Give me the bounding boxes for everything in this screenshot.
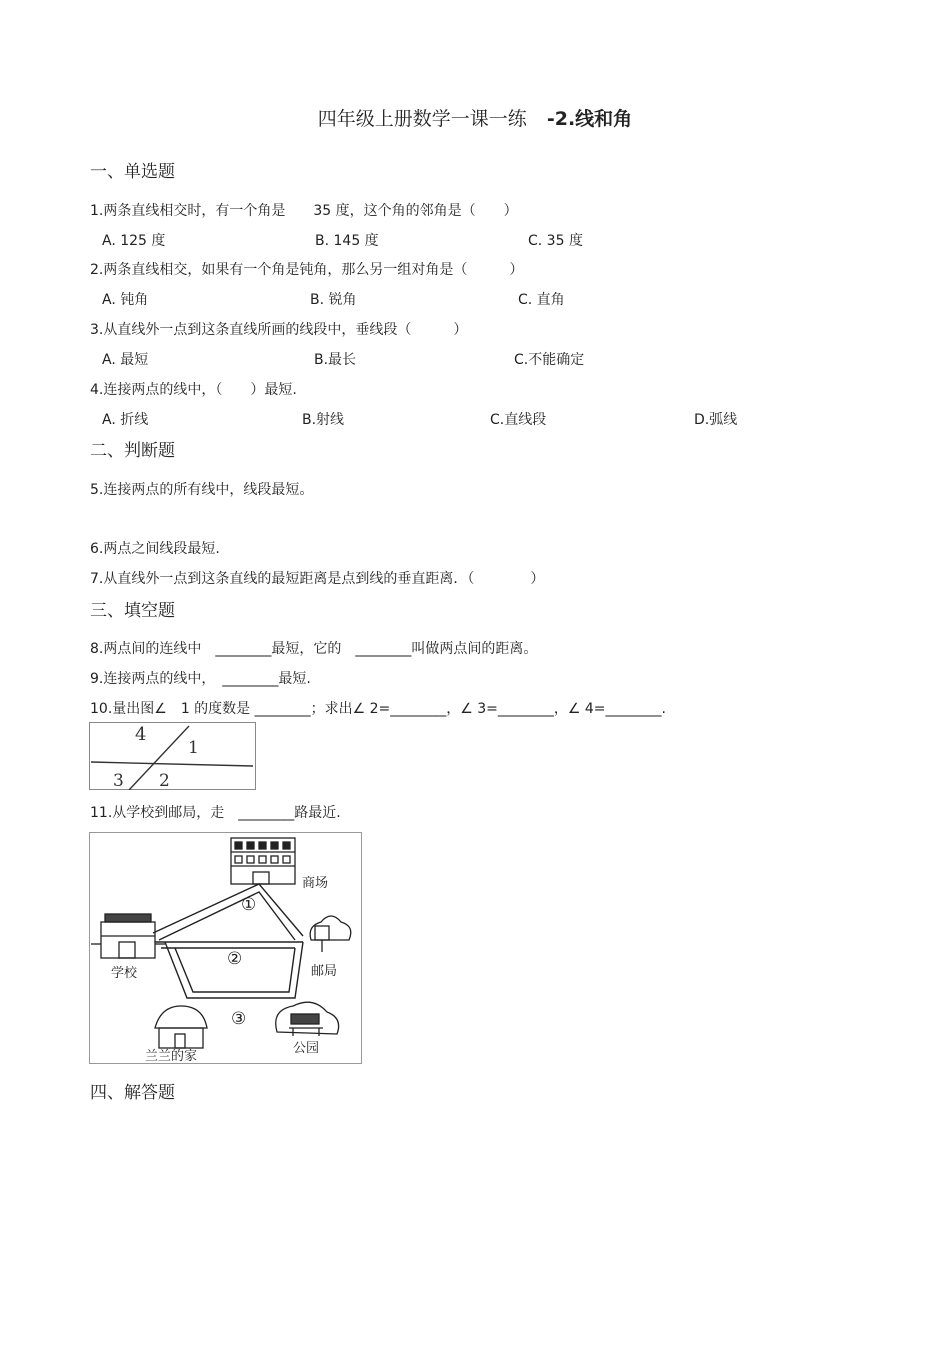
section-heading-fill-blank: 三、填空题 <box>90 601 175 621</box>
question-5: 5.连接两点的所有线中，线段最短。 <box>90 482 314 498</box>
q4-option-d: D.弧线 <box>694 412 738 428</box>
angle-label-3: 3 <box>113 771 124 790</box>
q4-option-a: A. 折线 <box>102 412 149 428</box>
q2-option-c: C. 直角 <box>518 292 565 308</box>
route-label-1: ① <box>241 895 257 915</box>
label-school: 学校 <box>111 966 138 981</box>
angle-label-1: 1 <box>188 738 199 758</box>
q1-option-b: B. 145 度 <box>315 233 379 249</box>
q4-option-b: B.射线 <box>302 412 345 428</box>
angle-figure-svg <box>89 722 256 790</box>
q3-option-a: A. 最短 <box>102 352 149 368</box>
q3-option-c: C.不能确定 <box>514 352 585 368</box>
question-4: 4.连接两点的线中，（ ）最短. <box>90 382 297 398</box>
title-suffix: -2.线和角 <box>546 108 633 130</box>
label-mall: 商场 <box>302 876 329 891</box>
q2-option-a: A. 钝角 <box>102 292 149 308</box>
home-house-icon <box>155 1006 207 1048</box>
road-network <box>153 884 303 998</box>
section-heading-single-choice: 一、单选题 <box>90 162 175 182</box>
question-7: 7.从直线外一点到这条直线的最短距离是点到线的垂直距离．（ ） <box>90 571 545 587</box>
school-building-icon <box>91 914 165 958</box>
route-label-2: ② <box>227 949 243 969</box>
question-6: 6.两点之间线段最短. <box>90 541 220 557</box>
question-2: 2.两条直线相交，如果有一个角是钝角，那么另一组对角是（ ） <box>90 262 524 278</box>
question-3: 3.从直线外一点到这条直线所画的线段中，垂线段（ ） <box>90 322 468 338</box>
mall-building-icon <box>231 838 295 884</box>
label-park: 公园 <box>293 1041 320 1056</box>
question-11: 11.从学校到邮局，走 ________路最近. <box>90 805 341 821</box>
route-1-path <box>153 884 303 936</box>
horizontal-line <box>91 762 253 766</box>
q1-option-a: A. 125 度 <box>102 233 166 249</box>
question-1: 1.两条直线相交时，有一个角是 35 度，这个角的邻角是（ ） <box>90 203 518 219</box>
route-label-3: ③ <box>231 1009 247 1029</box>
question-8: 8.两点间的连线中 ________最短，它的 ________叫做两点间的距离。 <box>90 641 538 657</box>
route-map-figure <box>89 832 362 1064</box>
angle-label-2: 2 <box>159 771 170 790</box>
section-heading-true-false: 二、判断题 <box>90 441 175 461</box>
label-post-office: 邮局 <box>311 964 338 979</box>
q4-option-c: C.直线段 <box>490 412 547 428</box>
label-home: 兰兰的家 <box>145 1049 198 1064</box>
angle-label-4: 4 <box>135 724 147 745</box>
q1-option-c: C. 35 度 <box>528 233 583 249</box>
title-main: 四年级上册数学一课一练 <box>317 108 527 130</box>
park-bench-icon <box>276 1002 339 1036</box>
q3-option-b: B.最长 <box>314 352 357 368</box>
question-10: 10.量出图∠ 1 的度数是 ________；求出∠ 2=________，∠ 3=________，∠ 4=________. <box>90 701 666 717</box>
angle-figure <box>89 722 256 790</box>
page-title <box>0 104 950 131</box>
question-9: 9.连接两点的线中， ________最短. <box>90 671 311 687</box>
post-office-icon <box>310 916 351 952</box>
route-map-svg <box>89 832 362 1064</box>
section-heading-solution: 四、解答题 <box>90 1083 175 1103</box>
q2-option-b: B. 锐角 <box>310 292 357 308</box>
